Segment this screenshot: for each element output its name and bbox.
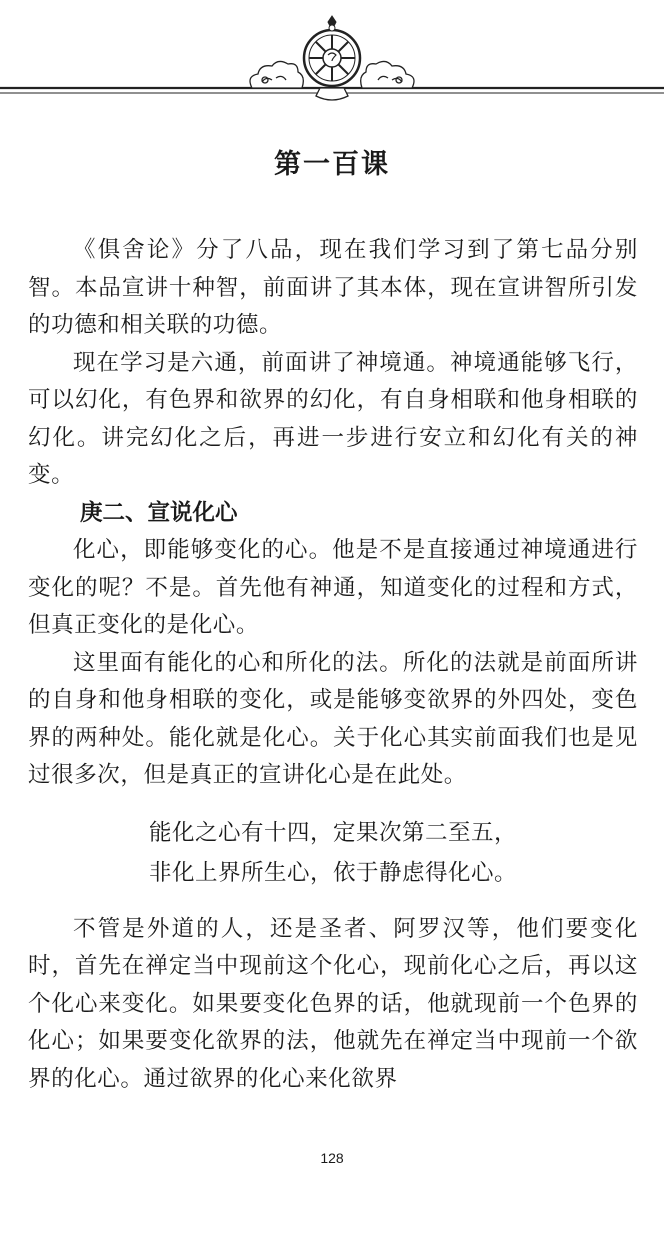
paragraph: 不管是外道的人，还是圣者、阿罗汉等，他们要变化时，首先在禅定当中现前这个化心，现前化心之后，再以这个化心来变化。如果要变化色界的话，他就现前一个色界的化心；如果要变化欲界的法，他就先在禅定当中现前一个欲界的化心。通过欲界的化心来化欲界 bbox=[28, 915, 638, 1092]
right-cloud-icon bbox=[361, 61, 414, 88]
page-number: 128 bbox=[320, 1150, 344, 1166]
page-title: 第一百课 bbox=[274, 149, 390, 180]
body-text bbox=[28, 232, 638, 1098]
verse-line: 非化上界所生心，依于静虑得化心。 bbox=[148, 859, 517, 886]
section-heading: 庚二、宣说化心 bbox=[80, 499, 238, 526]
paragraph: 这里面有能化的心和所化的法。所化的法就是前面所讲的自身和他身相联的变化，或是能够变欲界的外四处，变色界的两种处。能化就是化心。关于化心其实前面我们也是见过很多次，但是真正的宣讲化心是在此处。 bbox=[28, 649, 638, 788]
verse-block bbox=[28, 813, 638, 893]
header-ornament bbox=[0, 0, 664, 110]
paragraph: 现在学习是六通，前面讲了神境通。神境通能够飞行，可以幻化，有色界和欲界的幻化，有自身相联和他身相联的幻化。讲完幻化之后，再进一步进行安立和幻化有关的神变。 bbox=[28, 349, 638, 488]
verse-line: 能化之心有十四，定果次第二至五， bbox=[148, 819, 517, 846]
paragraph: 《俱舍论》分了八品，现在我们学习到了第七品分别智。本品宣讲十种智，前面讲了其本体，现在宣讲智所引发的功德和相关联的功德。 bbox=[28, 237, 638, 338]
left-cloud-icon bbox=[250, 61, 303, 88]
paragraph: 化心，即能够变化的心。他是不是直接通过神境通进行变化的呢？不是。首先他有神通，知道变化的过程和方式，但真正变化的是化心。 bbox=[28, 537, 638, 638]
